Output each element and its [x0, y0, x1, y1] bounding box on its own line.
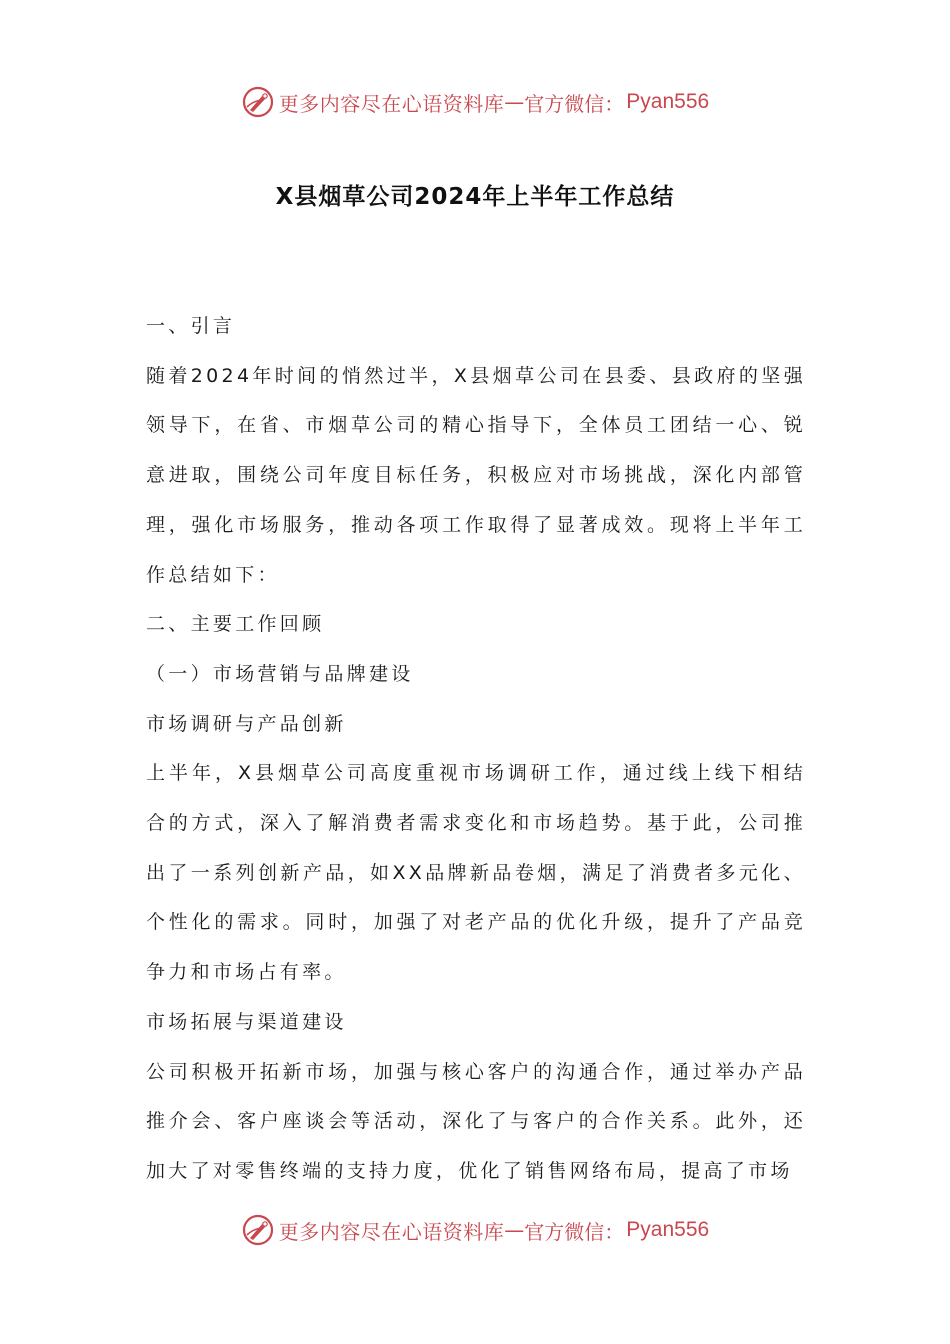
banner-text: 更多内容尽在心语资料库	[278, 91, 505, 116]
subsection-heading-marketing: （一）市场营销与品牌建设	[146, 662, 414, 685]
document-body	[146, 302, 806, 1197]
footer-watermark-banner	[0, 1210, 950, 1250]
banner-separator: —	[504, 90, 525, 114]
item-heading-research: 市场调研与产品创新	[146, 712, 347, 735]
pen-logo-icon	[241, 85, 275, 119]
section-heading-review: 二、主要工作回顾	[146, 613, 325, 636]
document-title: X县烟草公司2024年上半年工作总结	[275, 184, 675, 210]
wechat-id: Pyan556	[626, 1218, 710, 1241]
header-watermark-banner	[0, 82, 950, 122]
pen-logo-icon	[241, 1213, 275, 1247]
paragraph-expansion: 公司积极开拓新市场，加强与核心客户的沟通合作，通过举办产品推介会、客户座谈会等活动，深化了与客户的合作关系。此外，还加大了对零售终端的支持力度，优化了销售网络布局，提高了市场	[146, 1060, 806, 1182]
banner-text: 更多内容尽在心语资料库	[278, 1219, 505, 1244]
paragraph-intro: 随着2024年时间的悄然过半，X县烟草公司在县委、县政府的坚强领导下，在省、市烟草公司的精心指导下，全体员工团结一心、锐意进取，围绕公司年度目标任务，积极应对市场挑战，深化内部管理，强化市场服务，推动各项工作取得了显著成效。现将上半年工作总结如下：	[146, 364, 806, 586]
item-heading-expansion: 市场拓展与渠道建设	[146, 1010, 347, 1033]
section-heading-intro: 一、引言	[146, 315, 236, 337]
wechat-label: 官方微信：	[524, 1219, 625, 1244]
banner-separator: —	[504, 1218, 525, 1242]
paragraph-research: 上半年，X县烟草公司高度重视市场调研工作，通过线上线下相结合的方式，深入了解消费者需求变化和市场趋势。基于此，公司推出了一系列创新产品，如XX品牌新品卷烟，满足了消费者多元化、个性化的需求。同时，加强了对老产品的优化升级，提升了产品竞争力和市场占有率。	[146, 762, 806, 984]
wechat-label: 官方微信：	[524, 91, 625, 116]
wechat-id: Pyan556	[626, 90, 710, 113]
